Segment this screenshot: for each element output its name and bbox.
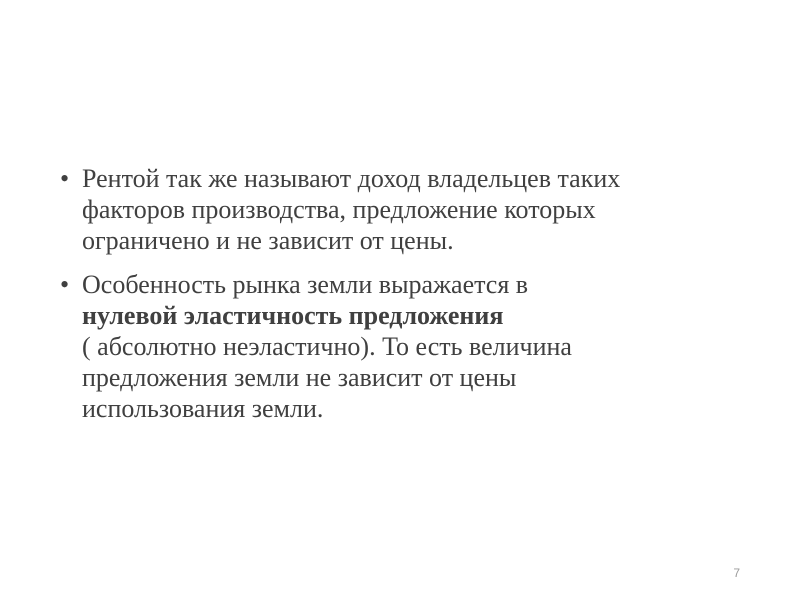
bullet-text-line: факторов производства, предложение которых bbox=[82, 195, 596, 224]
bullet-item-land-market bbox=[60, 269, 750, 424]
bullet-text-line: использования земли. bbox=[82, 394, 324, 423]
bullet-text-line: Особенность рынка земли выражается в bbox=[82, 270, 529, 299]
bullet-marker: • bbox=[60, 270, 70, 299]
bullet-text-line: ( абсолютно неэластично). То есть величина bbox=[82, 332, 572, 361]
bullet-list bbox=[60, 163, 750, 437]
bullet-marker: • bbox=[60, 164, 70, 193]
bullet-text-line: предложения земли не зависит от цены bbox=[82, 363, 517, 392]
bullet-text-line-emphasis: нулевой эластичность предложения bbox=[82, 301, 504, 330]
page-number: 7 bbox=[733, 566, 740, 580]
bullet-text-line: ограничено и не зависит от цены. bbox=[82, 226, 454, 255]
bullet-text-line: Рентой так же называют доход владельцев таких bbox=[82, 164, 621, 193]
bullet-item-rent bbox=[60, 163, 750, 256]
